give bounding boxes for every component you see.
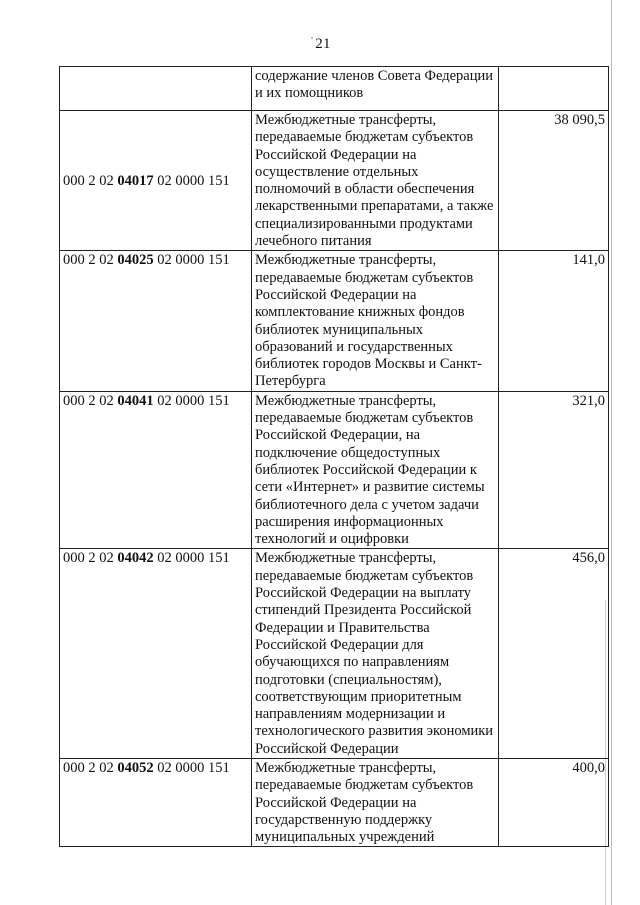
row-name: Межбюджетные трансферты, передаваемые бюджетам субъектов Российской Федерации на государственную поддержку муниципальных учреждений [252, 758, 499, 846]
row-name: Межбюджетные трансферты, передаваемые бюджетам субъектов Российской Федерации на комплектование книжных фондов библиотек муниципальных образований и государственных библиотек городов Москвы и Санкт-Петербурга [252, 251, 499, 391]
row-sum: 321,0 [499, 391, 609, 549]
table-row [60, 549, 609, 759]
table-row [60, 758, 609, 846]
page-number [0, 36, 640, 53]
page-mark: ' [311, 36, 314, 47]
table-row [60, 111, 609, 251]
row-name: Межбюджетные трансферты, передаваемые бюджетам субъектов Российской Федерации, на подключение общедоступных библиотек Российской Федерации к сети «Интернет» и развитие системы библиотечного дела с учетом задачи расширения информационных технологий и оцифровки [252, 391, 499, 549]
row-code: 000 2 02 04041 02 0000 151 [60, 391, 252, 549]
row-sum: 38 090,5 [499, 111, 609, 251]
row-sum: 141,0 [499, 251, 609, 391]
row-sum: 456,0 [499, 549, 609, 759]
table-row [60, 391, 609, 549]
row-sum: 400,0 [499, 758, 609, 846]
row-code: 000 2 02 04025 02 0000 151 [60, 251, 252, 391]
row-code: 000 2 02 04052 02 0000 151 [60, 758, 252, 846]
budget-table [59, 66, 609, 847]
row-name: Межбюджетные трансферты, передаваемые бюджетам субъектов Российской Федерации на выплату стипендий Президента Российской Федерации и Правительства Российской Федерации для обучающихся по направлениям подготовки (специальностям), соответствующим приоритетным направлениям модернизации и технологического развития экономики Российской Федерации [252, 549, 499, 759]
row-code: 000 2 02 04042 02 0000 151 [60, 549, 252, 759]
row-code: 000 2 02 04017 02 0000 151 [60, 111, 252, 251]
row-name: Межбюджетные трансферты, передаваемые бюджетам субъектов Российской Федерации на осуществление отдельных полномочий в области обеспечения лекарственными препаратами, а также специализированными продуктами лечебного питания [252, 111, 499, 251]
page-number-text: 21 [315, 36, 331, 52]
row-sum [499, 67, 609, 111]
row-code [60, 67, 252, 111]
scan-edge-line [611, 0, 612, 905]
table-row [60, 251, 609, 391]
table-row [60, 67, 609, 111]
row-name: содержание членов Совета Федерации и их помощников [252, 67, 499, 111]
